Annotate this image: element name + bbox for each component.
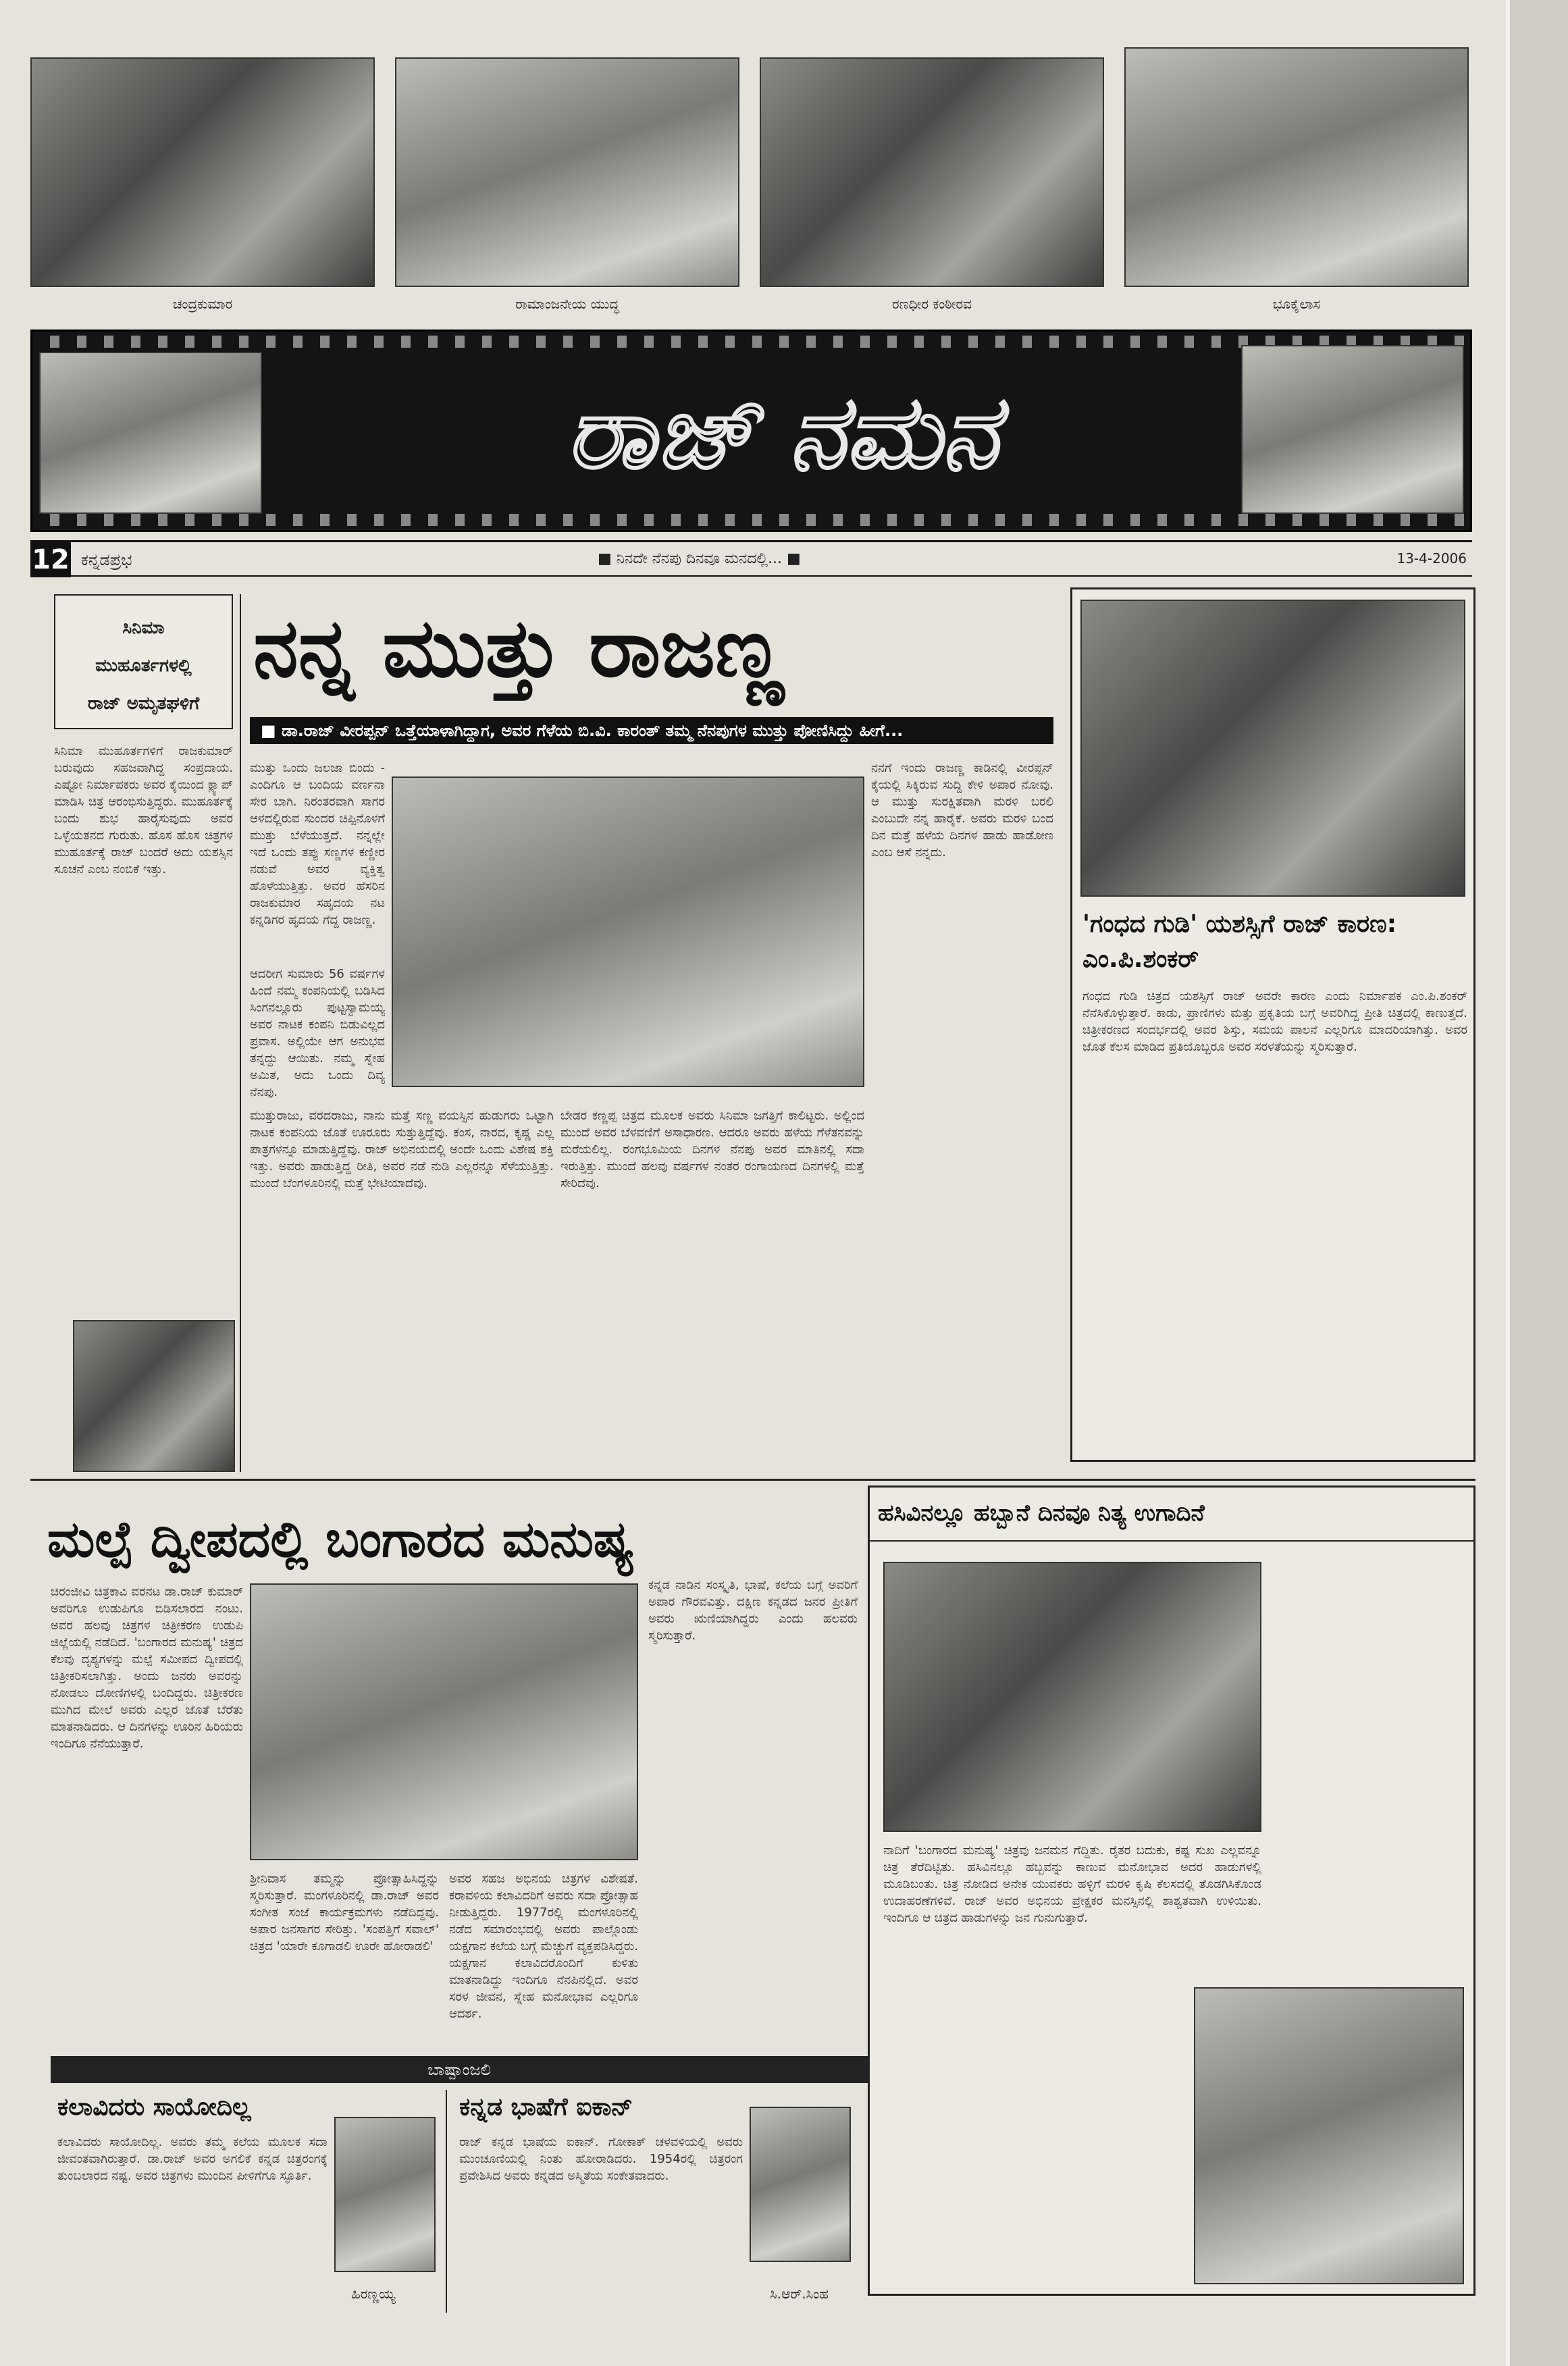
section-divider [30,1479,1475,1481]
sidebar-title-box [54,594,233,729]
tribute-right-body: ರಾಜ್ ಕನ್ನಡ ಭಾಷೆಯ ಐಕಾನ್. ಗೋಕಾಕ್ ಚಳವಳಿಯಲ್ಲಿ ಅವರು ಮುಂಚೂಣಿಯಲ್ಲಿ ನಿಂತು ಹೋರಾಡಿದರು. 1954ರಲ್ಲಿ ಚಿತ್ರರಂಗ ಪ್ರವೇಶಿಸಿದ ಅವರು ಕನ್ನಡದ ಅಸ್ಮಿತೆಯ ಸಂಕೇತವಾದರು. [459,2135,743,2183]
raj-namana-banner [30,330,1472,532]
sidebar-title-line-1: ಸಿನಿಮಾ [122,618,165,638]
tribute-left-headline: ಕಲಾವಿದರು ಸಾಯೋದಿಲ್ಲ [57,2093,251,2121]
raj-karanth-photo [392,777,864,1087]
malpe-col-2: ಶ್ರೀನಿವಾಸ ತಮ್ಮನ್ನು ಪ್ರೋತ್ಸಾಹಿಸಿದ್ದನ್ನು ಸ್ಮರಿಸುತ್ತಾರೆ. ಮಂಗಳೂರಿನಲ್ಲಿ ಡಾ.ರಾಜ್ ಅವರ ಸಂಗೀತ ಸಂಜೆ ಕಾರ್ಯಕ್ರಮಗಳು ನಡೆದಿದ್ದವು. ಅಪಾರ ಜನಸಾಗರ ಸೇರಿತ್ತು. 'ಸಂಪತ್ತಿಗೆ ಸವಾಲ್' ಚಿತ್ರದ 'ಯಾರೇ ಕೂಗಾಡಲಿ ಊರೇ ಹೋರಾಡಲಿ' [250,1872,439,1953]
tribute-left-byline: ಹಿರಣ್ಣಯ್ಯ [351,2286,396,2302]
gandhada-gudi-body: ಗಂಧದ ಗುಡಿ ಚಿತ್ರದ ಯಶಸ್ಸಿಗೆ ರಾಜ್ ಅವರೇ ಕಾರಣ ಎಂದು ನಿರ್ಮಾಪಕ ಎಂ.ಪಿ.ಶಂಕರ್ ನೆನೆಸಿಕೊಳ್ಳುತ್ತಾರೆ. ಕಾಡು, ಪ್ರಾಣಿಗಳು ಮತ್ತು ಪ್ರಕೃತಿಯ ಬಗ್ಗೆ ಅವರಿಗಿದ್ದ ಪ್ರೀತಿ ಚಿತ್ರದಲ್ಲಿ ಕಾಣುತ್ತದೆ. ಚಿತ್ರೀಕರಣದ ಸಂದರ್ಭದಲ್ಲಿ ಅವರ ಶಿಸ್ತು, ಸಮಯ ಪಾಲನೆ ಎಲ್ಲರಿಗೂ ಮಾದರಿಯಾಗಿತ್ತು. ಅವರ ಜೊತೆ ಕೆಲಸ ಮಾಡಿದ ಪ್ರತಿಯೊಬ್ಬರೂ ಅವರ ಸರಳತೆಯನ್ನು ಸ್ಮರಿಸುತ್ತಾರೆ. [1082,989,1467,1054]
sidebar-title-line-2: ಮುಹೂರ್ತಗಳಲ್ಲಿ [95,656,192,676]
adjacent-page-edge [1506,0,1568,2366]
page-strip [30,540,1472,577]
banner-portrait-left [39,352,262,514]
strip-tagline: ■ ನಿನದೇ ನೆನಪು ದಿನವೂ ಮನದಲ್ಲಿ... ■ [598,550,801,567]
malpe-col-1: ಚಿರಂಜೀವಿ ಚಿತ್ರಕಾವಿ ವರನಟ ಡಾ.ರಾಜ್ ಕುಮಾರ್ ಅವರಿಗೂ ಉಡುಪಿಗೂ ಬಿಡಿಸಲಾರದ ನಂಟು. ಅವರ ಹಲವು ಚಿತ್ರಗಳ ಚಿತ್ರೀಕರಣ ಉಡುಪಿ ಜಿಲ್ಲೆಯಲ್ಲಿ ನಡೆದಿದೆ. 'ಬಂಗಾರದ ಮನುಷ್ಯ' ಚಿತ್ರದ ಕೆಲವು ದೃಶ್ಯಗಳನ್ನು ಮಲ್ಪೆ ಸಮೀಪದ ದ್ವೀಪದಲ್ಲಿ ಚಿತ್ರೀಕರಿಸಲಾಗಿತ್ತು. ಅಂದು ಜನರು ಅವರನ್ನು ನೋಡಲು ದೋಣಿಗಳಲ್ಲಿ ಬಂದಿದ್ದರು. ಚಿತ್ರೀಕರಣ ಮುಗಿದ ಮೇಲೆ ಅವರು ಎಲ್ಲರ ಜೊತೆ ಬೆರೆತು ಮಾತನಾಡಿದರು. ಆ ದಿನಗಳನ್ನು ಊರಿನ ಹಿರಿಯರು ಇಂದಿಗೂ ನೆನೆಯುತ್ತಾರೆ. [51,1585,243,1751]
main-body-e: ನನಗೆ ಇಂದು ರಾಜಣ್ಣ ಕಾಡಿನಲ್ಲಿ ವೀರಪ್ಪನ್ ಕೈಯಲ್ಲಿ ಸಿಕ್ಕಿರುವ ಸುದ್ದಿ ಕೇಳಿ ಅಪಾರ ನೋವು. ಆ ಮುತ್ತು ಸುರಕ್ಷಿತವಾಗಿ ಮರಳಿ ಬರಲಿ ಎಂಬುದೇ ನನ್ನ ಹಾರೈಕೆ. ಅವರು ಮರಳಿ ಬಂದ ದಿನ ಮತ್ತೆ ಹಳೆಯ ದಿನಗಳ ಹಾಡು ಹಾಡೋಣ ಎಂಬ ಆಸೆ ನನ್ನದು. [871,761,1053,860]
banner-title: ರಾಜ್ ನಮನ [566,374,998,492]
main-body-e-cont [871,1158,1053,1472]
ugadi-box [868,1486,1475,2296]
malpe-col-3: ಅವರ ಸಹಜ ಅಭಿನಯ ಚಿತ್ರಗಳ ವಿಶೇಷತೆ. ಕರಾವಳಿಯ ಕಲಾವಿದರಿಗೆ ಅವರು ಸದಾ ಪ್ರೋತ್ಸಾಹ ನೀಡುತ್ತಿದ್ದರು. 1977ರಲ್ಲಿ ಮಂಗಳೂರಿನಲ್ಲಿ ನಡೆದ ಸಮಾರಂಭದಲ್ಲಿ ಅವರು ಪಾಲ್ಗೊಂಡು ಯಕ್ಷಗಾನ ಕಲೆಯ ಬಗ್ಗೆ ಮೆಚ್ಚುಗೆ ವ್ಯಕ್ತಪಡಿಸಿದ್ದರು. ಯಕ್ಷಗಾನ ಕಲಾವಿದರೊಂದಿಗೆ ಕುಳಿತು ಮಾತನಾಡಿದ್ದು ಇಂದಿಗೂ ನೆನಪಿನಲ್ಲಿದೆ. ಅವರ ಸರಳ ಜೀವನ, ಸ್ನೇಹ ಮನೋಭಾವ ಎಲ್ಲರಿಗೂ ಆದರ್ಶ. [449,1872,638,2021]
banner-portrait-right [1241,345,1464,514]
sidebar-body: ಸಿನಿಮಾ ಮುಹೂರ್ತಗಳಿಗೆ ರಾಜಕುಮಾರ್ ಬರುವುದು ಸಹಜವಾಗಿದ್ದ ಸಂಪ್ರದಾಯ. ಎಷ್ಟೋ ನಿರ್ಮಾಪಕರು ಅವರ ಕೈಯಿಂದ ಕ್ಲ್ಯಾಪ್ ಮಾಡಿಸಿ ಚಿತ್ರ ಆರಂಭಿಸುತ್ತಿದ್ದರು. ಮುಹೂರ್ತಕ್ಕೆ ಬಂದು ಶುಭ ಹಾರೈಸುವುದು ಅವರ ಒಳ್ಳೆಯತನದ ಗುರುತು. ಹೊಸ ಹೊಸ ಚಿತ್ರಗಳ ಮುಹೂರ್ತಕ್ಕೆ ರಾಜ್ ಬಂದರೆ ಅದು ಯಶಸ್ಸಿನ ಸೂಚನೆ ಎಂಬ ನಂಬಿಕೆ ಇತ್ತು. [54,744,233,876]
caption-2: ರಾಮಾಂಜನೇಯ ಯುದ್ಧ [515,296,619,312]
gandhada-gudi-box [1070,587,1475,1462]
ugadi-body: ನಾದಿಗೆ 'ಬಂಗಾರದ ಮನುಷ್ಯ' ಚಿತ್ರವು ಜನಮನ ಗೆದ್ದಿತು. ರೈತರ ಬದುಕು, ಕಷ್ಟ ಸುಖ ಎಲ್ಲವನ್ನೂ ಚಿತ್ರ ತೆರೆದಿಟ್ಟಿತು. ಹಸಿವಿನಲ್ಲೂ ಹಬ್ಬವನ್ನು ಕಾಣುವ ಮನೋಭಾವ ಅದರ ಹಾಡುಗಳಲ್ಲಿ ಮೂಡಿಬಂತು. ಚಿತ್ರ ನೋಡಿದ ಅನೇಕ ಯುವಕರು ಹಳ್ಳಿಗೆ ಮರಳಿ ಕೃಷಿ ಕೆಲಸದಲ್ಲಿ ತೊಡಗಿಸಿಕೊಂಡ ಉದಾಹರಣೆಗಳಿವೆ. ರಾಜ್ ಅವರ ಅಭಿನಯ ಪ್ರೇಕ್ಷಕರ ಮನಸ್ಸಿನಲ್ಲಿ ಶಾಶ್ವತವಾಗಿ ಉಳಿಯಿತು. ಇಂದಿಗೂ ಆ ಚಿತ್ರದ ಹಾಡುಗಳನ್ನು ಜನ ಗುನುಗುತ್ತಾರೆ. [883,1843,1261,1925]
malpe-col-4: ಕನ್ನಡ ನಾಡಿನ ಸಂಸ್ಕೃತಿ, ಭಾಷೆ, ಕಲೆಯ ಬಗ್ಗೆ ಅವರಿಗೆ ಅಪಾರ ಗೌರವವಿತ್ತು. ದಕ್ಷಿಣ ಕನ್ನಡದ ಜನರ ಪ್ರೀತಿಗೆ ಅವರು ಋಣಿಯಾಗಿದ್ದರು ಎಂದು ಹಲವರು ಸ್ಮರಿಸುತ್ತಾರೆ. [648,1578,858,1643]
main-kicker: ■ ಡಾ.ರಾಜ್ ವೀರಪ್ಪನ್ ಒತ್ತೆಯಾಳಾಗಿದ್ದಾಗ, ಅವರ ಗೆಳೆಯ ಬಿ.ವಿ. ಕಾರಂತ್ ತಮ್ಮ ನೆನಪುಗಳ ಮುತ್ತು ಪೋಣಿಸಿದ್ದು ಹೀಗೆ... [250,717,1053,744]
ugadi-header-rule [870,1540,1473,1542]
tribute-right-headline: ಕನ್ನಡ ಭಾಷೆಗೆ ಐಕಾನ್ [459,2093,633,2121]
sidebar-raj-photo [73,1320,235,1472]
malpe-film-still [250,1583,638,1860]
ugadi-headline: ಹಸಿವಿನಲ್ಲೂ ಹಬ್ಬಾನೆ ದಿನವೂ ನಿತ್ಯ ಉಗಾದಿನೆ [878,1500,1205,1527]
main-body-d: ಬೇಡರ ಕಣ್ಣಪ್ಪ ಚಿತ್ರದ ಮೂಲಕ ಅವರು ಸಿನಿಮಾ ಜಗತ್ತಿಗೆ ಕಾಲಿಟ್ಟರು. ಅಲ್ಲಿಂದ ಮುಂದೆ ಅವರ ಬೆಳವಣಿಗೆ ಅಸಾಧಾರಣ. ಆದರೂ ಅವರು ಹಳೆಯ ಗೆಳೆತನವನ್ನು ಮರೆಯಲಿಲ್ಲ. ರಂಗಭೂಮಿಯ ದಿನಗಳ ನೆನಪು ಅವರ ಮಾತಿನಲ್ಲಿ ಸದಾ ಇರುತ್ತಿತ್ತು. ಮುಂದೆ ಹಲವು ವರ್ಷಗಳ ನಂತರ ರಂಗಾಯಣದ ದಿನಗಳಲ್ಲಿ ಮತ್ತೆ ಸೇರಿದೆವು. [560,1109,864,1190]
hirannaiah-photo [334,2117,436,2272]
caption-4: ಭೂಕೈಲಾಸ [1272,296,1321,312]
photo-ranadheera-kanteerava [760,57,1104,287]
tributes-divider [446,2090,447,2313]
tributes-section-bar: ಬಾಷ್ಪಾಂಜಲಿ [51,2056,868,2083]
issue-date: 13-4-2006 [1396,550,1467,567]
main-body-c: ಮುತ್ತುರಾಜು, ವರದರಾಜು, ನಾನು ಮತ್ತೆ ಸಣ್ಣ ವಯಸ್ಸಿನ ಹುಡುಗರು ಒಟ್ಟಾಗಿ ನಾಟಕ ಕಂಪನಿಯ ಜೊತೆ ಊರೂರು ಸುತ್ತುತ್ತಿದ್ದೆವು. ಕಂಸ, ನಾರದ, ಕೃಷ್ಣ ಎಲ್ಲ ಪಾತ್ರಗಳನ್ನೂ ಮಾಡುತ್ತಿದ್ದೆವು. ರಾಜ್ ಅಭಿನಯದಲ್ಲಿ ಅಂದೇ ಒಂದು ವಿಶೇಷ ಶಕ್ತಿ ಇತ್ತು. ಅವರು ಹಾಡುತ್ತಿದ್ದ ರೀತಿ, ಅವರ ನಡೆ ನುಡಿ ಎಲ್ಲರನ್ನೂ ಸೆಳೆಯುತ್ತಿತ್ತು. ಮುಂದೆ ಬೆಂಗಳೂರಿನಲ್ಲಿ ಮತ್ತೆ ಭೇಟಿಯಾದೆವು. [250,1109,554,1190]
film-strip-bottom [32,514,1470,526]
main-body-a: ಮುತ್ತು ಒಂದು ಜಲಜಾ ಬಿಂದು - ಎಂದಿಗೂ ಆ ಬಂದಿಯ ವರ್ಣನಾ ಸೇರ ಬಾಗಿ. ನಿರಂತರವಾಗಿ ಸಾಗರ ಆಳದಲ್ಲಿರುವ ಸುಂದರ ಚಿಪ್ಪಿನೊಳಗೆ ಮುತ್ತು ಬೆಳೆಯುತ್ತದೆ. ನನ್ನಲ್ಲೇ ಇದೆ ಒಂದು ತಪ್ಪು ಸಣ್ಣಗಳ ಕಣ್ಣೀರ ನಡುವೆ ಅವರ ವ್ಯಕ್ತಿತ್ವ ಹೊಳೆಯುತ್ತಿತ್ತು. ಅವರ ಹೆಸರಿನ ರಾಜಕುಮಾರ ಸಹೃದಯ ನಟ ಕನ್ನಡಿಗರ ಹೃದಯ ಗೆದ್ದ ರಾಜಣ್ಣ. [250,761,385,927]
tribute-right-byline: ಸಿ.ಆರ್.ಸಿಂಹ [770,2286,829,2302]
tribute-left-body: ಕಲಾವಿದರು ಸಾಯೋದಿಲ್ಲ. ಅವರು ತಮ್ಮ ಕಲೆಯ ಮೂಲಕ ಸದಾ ಜೀವಂತವಾಗಿರುತ್ತಾರೆ. ಡಾ.ರಾಜ್ ಅವರ ಅಗಲಿಕೆ ಕನ್ನಡ ಚಿತ್ರರಂಗಕ್ಕೆ ತುಂಬಲಾರದ ನಷ್ಟ. ಅವರ ಚಿತ್ರಗಳು ಮುಂದಿನ ಪೀಳಿಗೆಗೂ ಸ್ಫೂರ್ತಿ. [57,2135,328,2183]
ugadi-horse-photo [1194,1987,1464,2284]
photo-bhookailasa [1124,47,1469,287]
photo-ramanjaneya-yuddha [395,57,739,287]
caption-1: ಚಂದ್ರಕುಮಾರ [172,296,233,312]
sidebar-divider [240,594,241,1472]
sidebar-title-line-3: ರಾಜ್ ಅಮೃತಘಳಿಗೆ [87,693,200,714]
photo-chandrakumara [30,57,375,287]
gandhada-gudi-headline: 'ಗಂಧದ ಗುಡಿ' ಯಶಸ್ಸಿಗೆ ರಾಜ್ ಕಾರಣ: ಎಂ.ಪಿ.ಶಂಕರ್ [1082,910,1396,973]
gandhada-gudi-photo [1080,600,1465,897]
caption-3: ರಣಧೀರ ಕಂಠೀರವ [892,296,972,312]
main-body-b: ಆದರೀಗ ಸುಮಾರು 56 ವರ್ಷಗಳ ಹಿಂದೆ ನಮ್ಮ ಕಂಪನಿಯಲ್ಲಿ ಬಡಿಸಿದ ಸಿಂಗನಲ್ಲೂರು ಪುಟ್ಟಸ್ವಾಮಯ್ಯ ಅವರ ನಾಟಕ ಕಂಪನಿ ಬಿಡುವಿಲ್ಲದ ಪ್ರವಾಸ. ಅಲ್ಲಿಯೇ ಆಗ ಅನುಭವ ತನ್ನದ್ದು ಆಯಿತು. ನಮ್ಮ ಸ್ನೇಹ ಅಮಿತ, ಅದು ಒಂದು ದಿವ್ಯ ನೆನಪು. [250,967,385,1099]
cr-simha-photo [750,2107,851,2262]
page-number: 12 [30,542,71,577]
malpe-headline: ಮಲ್ಪೆ ದ್ವೀಪದಲ್ಲಿ ಬಂಗಾರದ ಮನುಷ್ಯ [47,1510,635,1569]
paper-name: ಕನ್ನಡಪ್ರಭ [81,550,132,569]
main-headline: ನನ್ನ ಮುತ್ತು ರಾಜಣ್ಣ [253,600,784,695]
ugadi-film-still [883,1562,1261,1832]
